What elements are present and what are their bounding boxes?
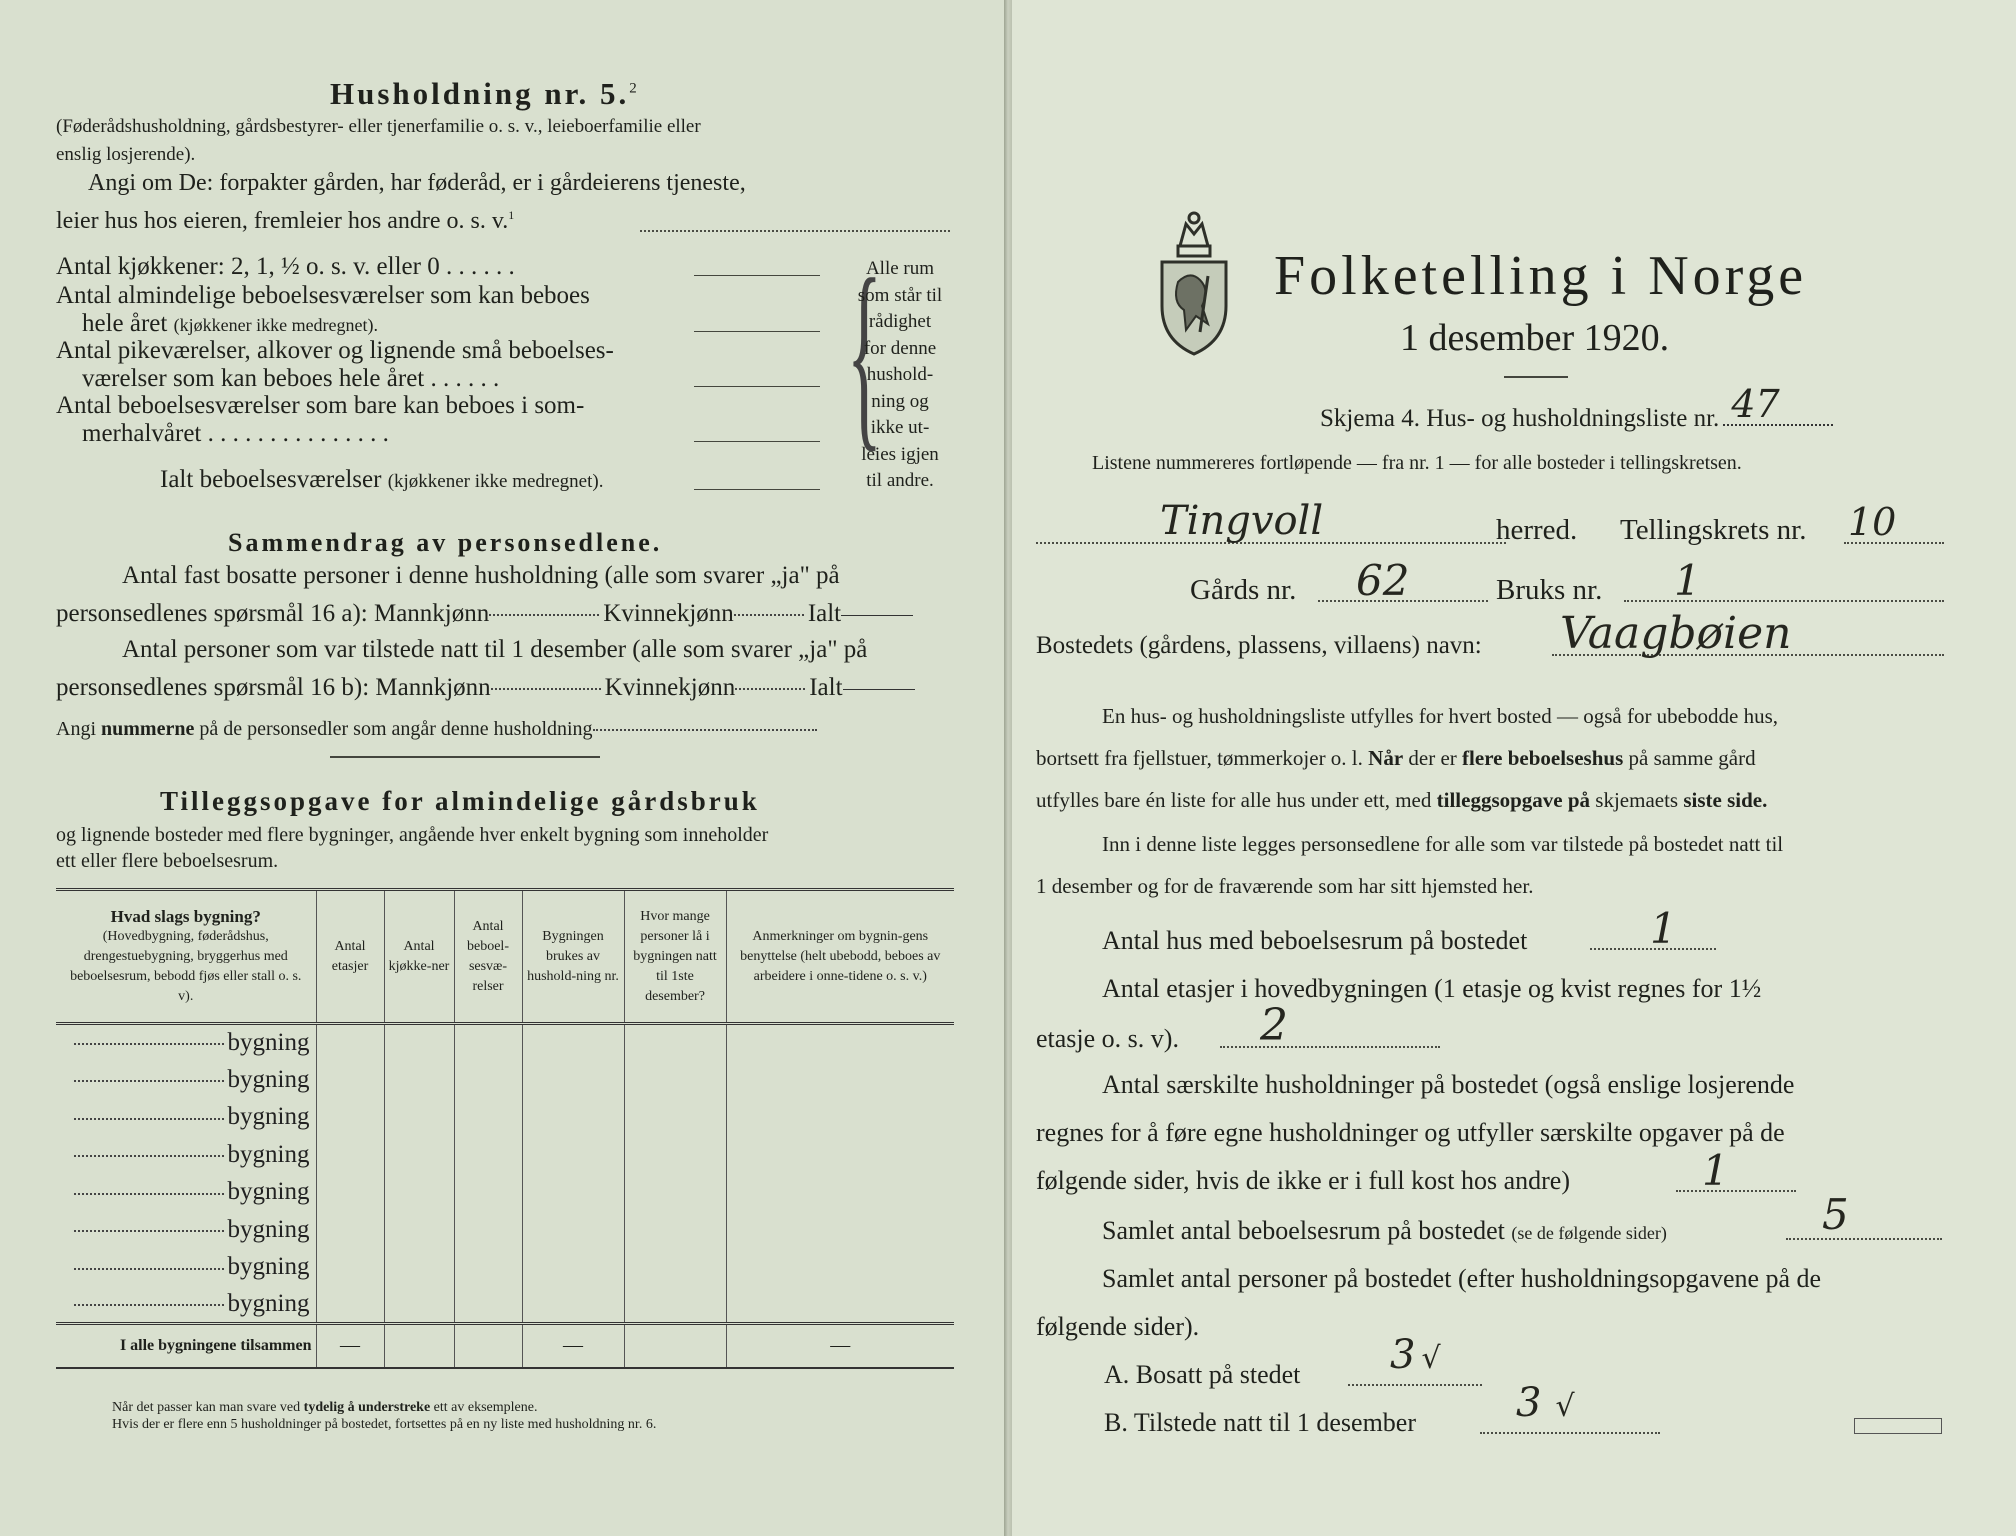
total-cell (624, 1324, 726, 1368)
census-title: Folketelling i Norge (1274, 245, 1808, 307)
building-cell[interactable] (316, 1024, 384, 1062)
building-label: bygning (227, 1290, 310, 1317)
building-cell[interactable] (384, 1061, 454, 1099)
col-floors: Antal etasjer (316, 890, 384, 1024)
col-remarks: Anmerkninger om bygnin-gens benyttelse (helt ubebodd, beboes av arbeidere i onne-tidene o. s. v.) (726, 890, 954, 1024)
building-row (56, 1099, 954, 1137)
building-row (56, 1024, 954, 1062)
building-cell[interactable] (522, 1136, 624, 1174)
q-present-field[interactable] (1480, 1432, 1660, 1434)
building-cell[interactable] (726, 1174, 954, 1212)
building-cell[interactable] (316, 1286, 384, 1324)
bruks-label: Bruks nr. (1496, 574, 1603, 606)
building-cell[interactable] (384, 1286, 454, 1324)
rooms-total: Ialt beboelsesværelser (kjøkkener ikke medregnet). (160, 466, 604, 493)
building-row (56, 1174, 954, 1212)
q-present-label: B. Tilstede natt til 1 desember (1104, 1408, 1416, 1437)
building-cell[interactable] (316, 1099, 384, 1137)
building-row (56, 1136, 954, 1174)
building-label: bygning (227, 1103, 310, 1131)
building-cell[interactable] (316, 1174, 384, 1212)
right-page (1012, 0, 2016, 1536)
building-cell[interactable] (624, 1099, 726, 1137)
schema-line: Skjema 4. Hus- og husholdningsliste nr. 47 (1320, 404, 1833, 433)
total-label: I alle bygningene tilsammen (56, 1324, 316, 1368)
building-cell[interactable] (522, 1061, 624, 1099)
instr2-line-2: 1 desember og for de fraværende som har sitt hjemsted her. (1036, 874, 1534, 898)
title-rule (1504, 376, 1568, 378)
gards-label: Gårds nr. (1190, 574, 1297, 606)
building-cell[interactable] (726, 1211, 954, 1249)
numbering-note: Listene nummereres fortløpende — fra nr. 1 — for alle bosteder i tellingskretsen. (1092, 452, 1742, 474)
angi-line-1: Angi om De: forpakter gården, har føderåd, er i gårdeierens tjeneste, (88, 170, 746, 196)
summary-b-1: Antal personer som var tilstede natt til 1 desember (alle som svarer „ja" på (122, 636, 868, 663)
q-present-value: 3 √ (1516, 1380, 1575, 1426)
building-row (56, 1249, 954, 1287)
q-houses-value: 1 (1650, 904, 1677, 953)
buildings-table-header (56, 890, 954, 1024)
q-households-field[interactable] (1676, 1190, 1796, 1192)
q-houses: Antal hus med beboelsesrum på bostedet (1102, 926, 1528, 955)
rooms-summer-1: Antal beboelsesværelser som bare kan beboes i som- (56, 392, 585, 419)
building-cell[interactable] (384, 1211, 454, 1249)
bruks-field[interactable] (1624, 600, 1944, 602)
col-household-nr: Bygningen brukes av hushold-ning nr. (522, 890, 624, 1024)
col-rooms: Antal beboel-sesvæ-relser (454, 890, 522, 1024)
building-label: bygning (227, 1065, 310, 1093)
q-resident-value: 3 √ (1390, 1332, 1441, 1378)
schema-number-value: 47 (1731, 382, 1780, 426)
footnote-1: Når det passer kan man svare ved tydelig å understreke ett av eksemplene. (112, 1400, 538, 1415)
rooms-side-note: Alle rum som står til rådighet for denne hushold- ning og ikke ut- leies igjen til andre. (857, 258, 943, 491)
building-cell[interactable] (726, 1099, 954, 1137)
building-cell[interactable] (454, 1099, 522, 1137)
rooms-ordinary-1: Antal almindelige beboelsesværelser som kan beboes (56, 282, 590, 309)
q-rooms: Samlet antal beboelsesrum på bostedet (se de følgende sider) (1102, 1216, 1667, 1245)
rooms-small-1: Antal pikeværelser, alkover og lignende små beboelses- (56, 337, 614, 364)
building-type-cell[interactable] (56, 1024, 316, 1062)
building-type-cell[interactable] (56, 1061, 316, 1099)
rooms-kitchens: Antal kjøkkener: 2, 1, ½ o. s. v. eller 0 . . . . . . (56, 253, 515, 280)
q-resident-field[interactable] (1348, 1384, 1482, 1386)
q-households-1: Antal særskilte husholdninger på bostedet (også enslige losjerende (1102, 1070, 1795, 1099)
summary-a-2: personsedlenes spørsmål 16 a): Mannkjønn Kvinnekjønn Ialt (56, 600, 917, 628)
summary-heading: Sammendrag av personsedlene. (228, 528, 663, 557)
summary-a-1: Antal fast bosatte personer i denne husholdning (alle som svarer „ja" på (122, 562, 840, 589)
rooms-ordinary-field[interactable] (694, 330, 820, 332)
rooms-kitchens-field[interactable] (694, 274, 820, 276)
q-persons-2: følgende sider). (1036, 1312, 1200, 1341)
building-label: bygning (227, 1215, 310, 1243)
gards-value: 62 (1356, 556, 1410, 605)
household-subtitle-2: enslig losjerende). (56, 144, 196, 165)
rooms-total-field[interactable] (694, 488, 820, 490)
building-cell[interactable] (454, 1249, 522, 1287)
building-cell[interactable] (384, 1024, 454, 1062)
q-floors-2: etasje o. s. v). (1036, 1024, 1179, 1053)
building-cell[interactable] (522, 1211, 624, 1249)
q-households-value: 1 (1702, 1146, 1729, 1195)
building-cell[interactable] (726, 1286, 954, 1324)
rooms-summer-2: merhalvåret . . . . . . . . . . . . . . . (82, 420, 389, 447)
building-label: bygning (227, 1029, 310, 1056)
buildings-total-row (56, 1324, 954, 1368)
building-label: bygning (227, 1140, 310, 1168)
building-row (56, 1286, 954, 1324)
building-type-cell[interactable] (56, 1099, 316, 1137)
building-type-cell[interactable] (56, 1286, 316, 1324)
building-cell[interactable] (522, 1249, 624, 1287)
instr1-line-3: utfylles bare én liste for alle hus under ett, med tilleggsopgave på skjemaets siste side. (1036, 788, 1768, 812)
instr1-line-2: bortsett fra fjellstuer, tømmerkojer o. l. Når der er flere beboelseshus på samme gård (1036, 746, 1756, 770)
building-cell[interactable] (384, 1099, 454, 1137)
building-cell[interactable] (384, 1174, 454, 1212)
total-dash: — (726, 1324, 954, 1368)
summary-b-2: personsedlenes spørsmål 16 b): Mannkjønn Kvinnekjønn Ialt (56, 674, 919, 702)
total-cell (454, 1324, 522, 1368)
footnote-2: Hvis der er flere enn 5 husholdninger på bostedet, fortsettes på en ny liste med husholdning nr. 6. (112, 1417, 657, 1432)
total-cell (384, 1324, 454, 1368)
building-cell[interactable] (726, 1024, 954, 1062)
building-cell[interactable] (384, 1249, 454, 1287)
supplement-intro-1: og lignende bosteder med flere bygninger, angående hver enkelt bygning som inneholder (56, 824, 769, 846)
rooms-brace: { (846, 237, 883, 469)
printer-stamp (1854, 1418, 1942, 1434)
rooms-summer-field[interactable] (694, 440, 820, 442)
building-cell[interactable] (316, 1136, 384, 1174)
building-cell[interactable] (522, 1174, 624, 1212)
buildings-table (56, 888, 954, 1369)
building-cell[interactable] (624, 1174, 726, 1212)
building-cell[interactable] (624, 1136, 726, 1174)
q-persons-1: Samlet antal personer på bostedet (efter husholdningsopgavene på de (1102, 1264, 1822, 1293)
building-cell[interactable] (384, 1136, 454, 1174)
rooms-small-field[interactable] (694, 385, 820, 387)
building-type-cell[interactable] (56, 1174, 316, 1212)
q-floors-1: Antal etasjer i hovedbygningen (1 etasje og kvist regnes for 1½ (1102, 974, 1762, 1003)
building-type-cell[interactable] (56, 1249, 316, 1287)
building-label: bygning (227, 1178, 310, 1206)
building-cell[interactable] (726, 1249, 954, 1287)
q-rooms-field[interactable] (1786, 1238, 1942, 1240)
q-rooms-value: 5 (1822, 1190, 1849, 1239)
total-dash: — (316, 1324, 384, 1368)
building-cell[interactable] (454, 1174, 522, 1212)
krets-label: Tellingskrets nr. (1620, 514, 1807, 546)
q-floors-value: 2 (1260, 1000, 1288, 1051)
col-persons: Hvor mange personer lå i bygningen natt til 1ste desember? (624, 890, 726, 1024)
building-cell[interactable] (624, 1211, 726, 1249)
angi-answer-line (640, 230, 950, 232)
household-title: Husholdning nr. 5.$^2$ (330, 76, 637, 111)
building-cell[interactable] (454, 1211, 522, 1249)
building-label: bygning (227, 1253, 310, 1281)
building-cell[interactable] (454, 1061, 522, 1099)
census-date: 1 desember 1920. (1400, 317, 1670, 359)
building-type-cell[interactable] (56, 1211, 316, 1249)
building-cell[interactable] (726, 1061, 954, 1099)
rooms-ordinary-2: hele året (kjøkkener ikke medregnet). (82, 310, 379, 337)
building-type-cell[interactable] (56, 1136, 316, 1174)
coat-of-arms-icon (1156, 206, 1232, 361)
supplement-heading: Tilleggsopgave for almindelige gårdsbruk (160, 786, 760, 816)
household-subtitle-1: (Føderådshusholdning, gårdsbestyrer- eller tjenerfamilie o. s. v., leieboerfamilie eller (56, 116, 701, 137)
building-row (56, 1211, 954, 1249)
q-households-2: regnes for å føre egne husholdninger og utfyller særskilte opgaver på de (1036, 1118, 1785, 1147)
summary-numbers: Angi nummerne på de personsedler som angår denne husholdning (56, 718, 821, 741)
total-dash: — (522, 1324, 624, 1368)
instr2-line-1: Inn i denne liste legges personsedlene for alle som var tilstede på bostedet natt til (1102, 832, 1784, 856)
building-cell[interactable] (454, 1024, 522, 1062)
building-cell[interactable] (316, 1249, 384, 1287)
q-floors-field[interactable] (1220, 1046, 1440, 1048)
building-row (56, 1061, 954, 1099)
rooms-small-2: værelser som kan beboes hele året . . . . . . (82, 365, 500, 392)
building-cell[interactable] (726, 1136, 954, 1174)
building-cell[interactable] (624, 1249, 726, 1287)
bosted-label: Bostedets (gårdens, plassens, villaens) navn: (1036, 632, 1482, 659)
krets-value: 10 (1848, 500, 1897, 544)
building-cell[interactable] (522, 1024, 624, 1062)
herred-label: herred. (1496, 514, 1578, 546)
bosted-value: Vaagbøien (1560, 608, 1792, 659)
building-cell[interactable] (454, 1136, 522, 1174)
q-households-3: følgende sider, hvis de ikke er i full kost hos andre) (1036, 1166, 1570, 1195)
building-cell[interactable] (522, 1099, 624, 1137)
building-cell[interactable] (454, 1286, 522, 1324)
angi-line-2: leier hus hos eieren, fremleier hos andre o. s. v.$^1$ (56, 208, 515, 234)
section-divider (330, 756, 600, 758)
building-cell[interactable] (624, 1024, 726, 1062)
building-cell[interactable] (316, 1211, 384, 1249)
building-cell[interactable] (624, 1061, 726, 1099)
col-building-type: Hvad slags bygning? (Hovedbygning, føderådshus, drengestuebygning, bryggerhus med beboelsesrum, bebodd fjøs eller stall o. s. v). (70, 906, 302, 1004)
bruks-value: 1 (1674, 556, 1701, 605)
herred-value: Tingvoll (1160, 498, 1324, 544)
building-cell[interactable] (624, 1286, 726, 1324)
instr1-line-1: En hus- og husholdningsliste utfylles for hvert bosted — også for ubebodde hus, (1102, 704, 1778, 728)
supplement-intro-2: ett eller flere beboelsesrum. (56, 850, 279, 872)
building-cell[interactable] (522, 1286, 624, 1324)
q-resident-label: A. Bosatt på stedet (1104, 1360, 1301, 1389)
left-page (0, 0, 1006, 1536)
col-kitchens: Antal kjøkke-ner (384, 890, 454, 1024)
building-cell[interactable] (316, 1061, 384, 1099)
